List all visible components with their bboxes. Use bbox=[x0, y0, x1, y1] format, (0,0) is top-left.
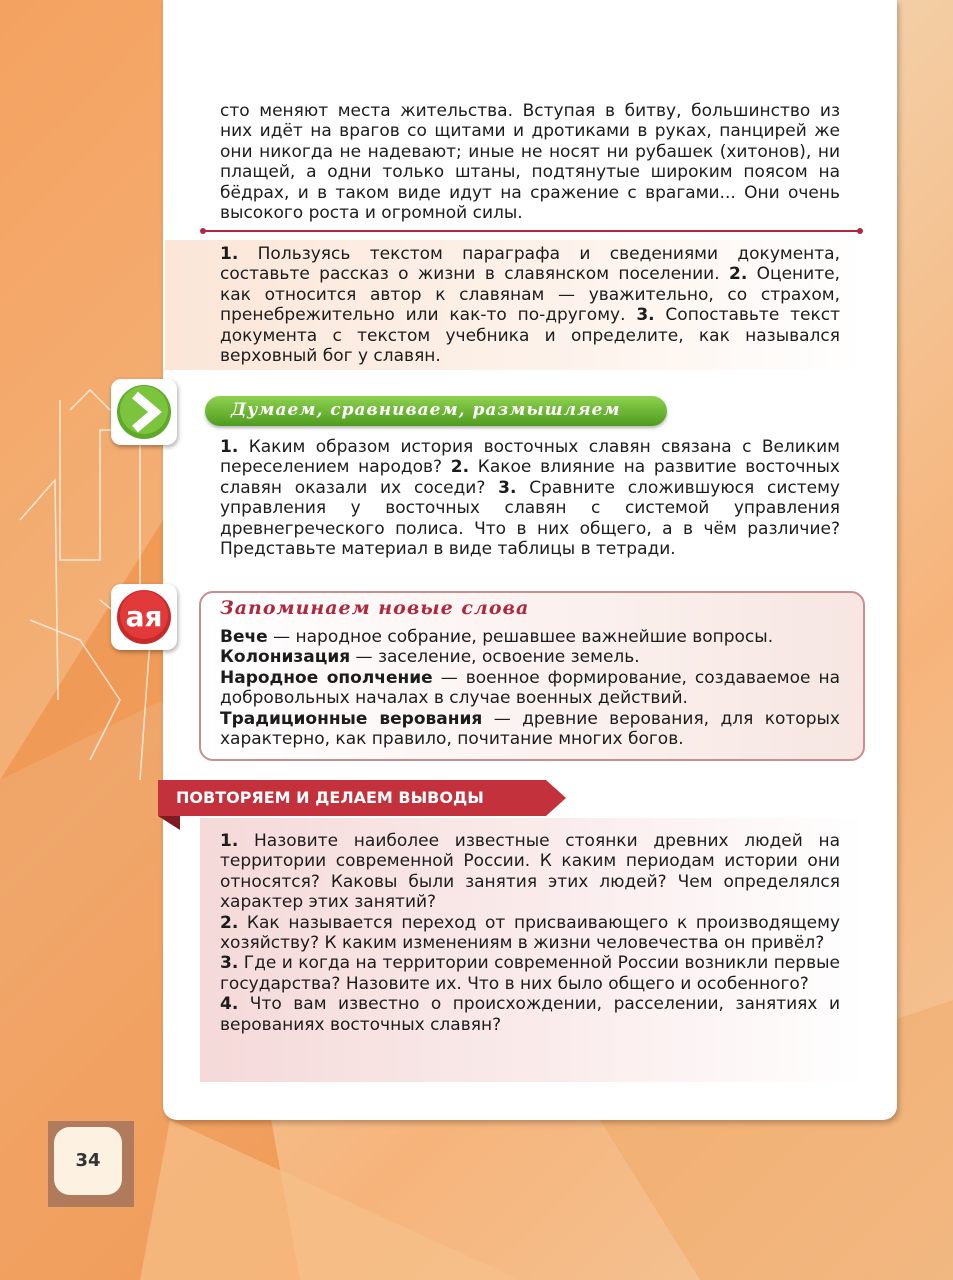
vocab-definition: — военное формирование, создаваемое на добровольных началах в случае военных действий. bbox=[220, 667, 841, 709]
review-item bbox=[220, 994, 840, 1035]
page-number: 34 bbox=[54, 1127, 122, 1195]
question-text: Назовите наиболее известные стоянки древних людей на территории современной России. К каким периодам истории они относятся? Каковы были занятия этих людей? Чем определялся характер этих занятий? bbox=[220, 831, 840, 913]
review-questions bbox=[220, 831, 840, 1035]
question-number: 3. bbox=[498, 477, 517, 498]
question-text: Оцените, как относится автор к славянам — уважительно, со страхом, пренебрежительно или как-то по-другому. bbox=[220, 264, 840, 326]
question-text: Пользуясь текстом параграфа и сведениями документа, составьте рассказ о жизни в славянском поселении. bbox=[220, 244, 840, 285]
think-questions bbox=[220, 437, 840, 559]
question-number: 3. bbox=[636, 305, 655, 326]
divider-rule bbox=[203, 230, 860, 232]
question-text: Что вам известно о происхождении, расселении, занятиях и верованиях восточных славян? bbox=[220, 994, 840, 1035]
vocab-item bbox=[220, 709, 840, 750]
chevron-right-icon bbox=[111, 379, 177, 445]
review-item bbox=[220, 913, 840, 954]
vocabulary-list bbox=[220, 627, 840, 749]
question-text: Сравните сложившуюся систему управления у восточных славян с системой управления древнегреческого полиса. Что в них общего, а в чём различие? Представьте материал в виде таблицы в тетради. bbox=[220, 477, 840, 560]
vocabulary-icon bbox=[111, 584, 177, 650]
question-number: 4. bbox=[220, 994, 239, 1015]
vocab-term: Колонизация bbox=[220, 647, 351, 668]
vocab-term: Традиционные верования bbox=[220, 708, 483, 729]
vocab-item bbox=[220, 647, 840, 667]
review-item bbox=[220, 831, 840, 913]
vocab-term: Вече bbox=[220, 627, 268, 647]
vocab-definition: — народное собрание, решавшее важнейшие вопросы. bbox=[267, 627, 774, 647]
vocab-icon-box bbox=[111, 584, 177, 650]
question-text: Какое влияние на развитие восточных славян оказали их соседи? bbox=[220, 457, 840, 498]
question-number: 1. bbox=[220, 831, 239, 851]
think-section-title: Думаем, сравниваем, размышляем bbox=[231, 400, 621, 420]
vocab-definition: — заселение, освоение земель. bbox=[350, 647, 640, 668]
document-excerpt bbox=[220, 101, 840, 223]
question-number: 2. bbox=[450, 457, 470, 478]
review-section-title: ПОВТОРЯЕМ И ДЕЛАЕМ ВЫВОДЫ bbox=[176, 788, 484, 807]
question-number: 2. bbox=[729, 264, 748, 285]
think-icon-box bbox=[111, 379, 177, 445]
question-text: Каким образом история восточных славян связана с Великим переселением народов? bbox=[220, 437, 840, 478]
question-number: 3. bbox=[220, 953, 239, 974]
question-text: Где и когда на территории современной России возникли первые государства? Назовите их. Что в них было общего и особенного? bbox=[220, 953, 840, 994]
vocabulary-icon-letters: ая bbox=[125, 600, 163, 633]
document-questions bbox=[220, 244, 840, 366]
question-number: 1. bbox=[220, 437, 239, 457]
review-section-banner bbox=[158, 780, 566, 816]
question-text: Сопоставьте текст документа с текстом учебника и определите, как назывался верховный бог у славян. bbox=[220, 305, 840, 367]
vocab-item bbox=[220, 627, 840, 647]
vocabulary-title: Запоминаем новые слова bbox=[220, 597, 530, 619]
vocab-definition: — древние верования, для которых характерно, как правило, почитание многих богов. bbox=[220, 708, 840, 750]
vocab-item bbox=[220, 668, 840, 709]
document-text: сто меняют места жительства. Вступая в битву, большинство из них идёт на врагов со щитами и дротиками в руках, панцирей же они никогда не надевают; иные не носят ни рубашек (хитонов), ни плащей, а одни только штаны, подтянутые широким поясом на бёдрах, и в таком виде идут на сражение с врагами... Они очень высокого роста и огромной силы. bbox=[220, 101, 840, 224]
vocab-term: Народное ополчение bbox=[220, 667, 433, 688]
question-text: Как называется переход от присваивающего к производящему хозяйству? К каким изменениям в жизни человечества он привёл? bbox=[220, 912, 840, 954]
question-number: 2. bbox=[220, 912, 239, 933]
review-item bbox=[220, 953, 840, 994]
question-number: 1. bbox=[220, 244, 239, 264]
think-section-banner bbox=[205, 396, 667, 426]
page-number-box bbox=[48, 1121, 134, 1207]
